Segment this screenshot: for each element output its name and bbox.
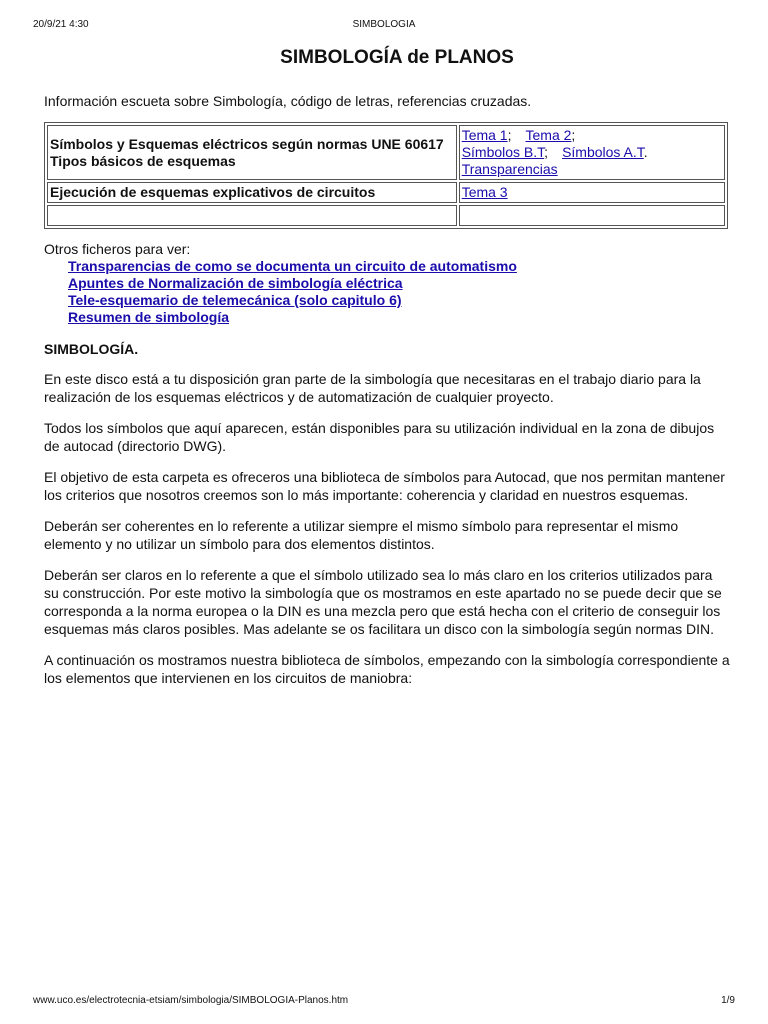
table-row bbox=[47, 125, 725, 180]
table-label-execution: Ejecución de esquemas explicativos de circuitos bbox=[50, 184, 376, 200]
link-simbolos-at[interactable]: Símbolos A.T bbox=[562, 144, 644, 160]
intro-text: Información escueta sobre Simbología, código de letras, referencias cruzadas. bbox=[44, 93, 532, 109]
table-label-cell bbox=[47, 182, 457, 203]
link-tema-1[interactable]: Tema 1 bbox=[461, 127, 508, 143]
table-row bbox=[47, 182, 725, 203]
link-separator: ; bbox=[544, 144, 549, 160]
other-files-label: Otros ficheros para ver: bbox=[44, 241, 191, 257]
print-date: 20/9/21 4:30 bbox=[33, 19, 89, 30]
table-label-line1: Símbolos y Esquemas eléctricos según normas UNE 60617 bbox=[50, 135, 444, 152]
link-transparencias[interactable]: Transparencias bbox=[461, 161, 558, 177]
page-content bbox=[44, 46, 730, 700]
link-tele-esquemario[interactable]: Tele-esquemario de telemecánica (solo capitulo 6) bbox=[68, 292, 402, 308]
other-files-section bbox=[44, 241, 730, 326]
table-empty-cell bbox=[47, 205, 457, 226]
print-url: www.uco.es/electrotecnia-etsiam/simbologia/SIMBOLOGIA-Planos.htm bbox=[33, 995, 349, 1006]
body-paragraph: Deberán ser claros en lo referente a que el símbolo utilizado sea lo más claro en los criterios utilizados para su construcción. Por este motivo la simbología que os mostramos en este apartado no se puede decir que se corresponda a la norma europea o la DIN es una mezcla pero que está hecha con el criterio de conseguir los esquemas más claros posibles. Mas adelante se os facilitara un disco con la simbología según normas DIN. bbox=[44, 567, 722, 637]
table-links-cell bbox=[459, 182, 725, 203]
link-simbolos-bt[interactable]: Símbolos B.T bbox=[461, 144, 545, 160]
page-title: SIMBOLOGÍA de PLANOS bbox=[280, 47, 514, 68]
link-separator: . bbox=[643, 144, 648, 160]
body-paragraph: El objetivo de esta carpeta es ofreceros una biblioteca de símbolos para Autocad, que nos permitan mantener los criterios que nosotros creemos son lo más importante: coherencia y claridad en nuestros esquemas. bbox=[44, 469, 725, 503]
link-transparencias-automatismo[interactable]: Transparencias de como se documenta un circuito de automatismo bbox=[68, 258, 517, 274]
table-empty-cell bbox=[459, 205, 725, 226]
body-paragraph: Todos los símbolos que aquí aparecen, están disponibles para su utilización individual en la zona de dibujos de autocad (directorio DWG). bbox=[44, 420, 715, 454]
print-doc-title: SIMBOLOGIA bbox=[352, 19, 416, 30]
print-header bbox=[33, 18, 735, 32]
other-files-list bbox=[44, 258, 730, 326]
list-item bbox=[68, 292, 730, 309]
body-paragraph: A continuación os mostramos nuestra biblioteca de símbolos, empezando con la simbología correspondiente a los elementos que intervienen en los circuitos de maniobra: bbox=[44, 652, 730, 686]
table-links-cell bbox=[459, 125, 725, 180]
link-separator: ; bbox=[507, 127, 512, 143]
table-row-empty bbox=[47, 205, 725, 226]
print-page-number: 1/9 bbox=[721, 995, 735, 1006]
link-apuntes-normalizacion[interactable]: Apuntes de Normalización de simbología eléctrica bbox=[68, 275, 403, 291]
topics-table bbox=[44, 122, 728, 229]
link-tema-3[interactable]: Tema 3 bbox=[461, 184, 508, 200]
section-heading: SIMBOLOGÍA. bbox=[44, 341, 139, 357]
list-item bbox=[68, 258, 730, 275]
body-paragraph: En este disco está a tu disposición gran parte de la simbología que necesitaras en el trabajo diario para la realización de los esquemas eléctricos y de automatización de cualquier proyecto. bbox=[44, 371, 701, 405]
print-footer bbox=[33, 994, 735, 1008]
link-separator: ; bbox=[571, 127, 576, 143]
table-label-cell bbox=[47, 125, 457, 180]
link-resumen-simbologia[interactable]: Resumen de simbología bbox=[68, 309, 230, 325]
table-label-line2: Tipos básicos de esquemas bbox=[50, 152, 236, 169]
list-item bbox=[68, 309, 730, 326]
body-paragraph: Deberán ser coherentes en lo referente a utilizar siempre el mismo símbolo para representar el mismo elemento y no utilizar un símbolo para dos elementos distintos. bbox=[44, 518, 679, 552]
list-item bbox=[68, 275, 730, 292]
link-tema-2[interactable]: Tema 2 bbox=[525, 127, 572, 143]
